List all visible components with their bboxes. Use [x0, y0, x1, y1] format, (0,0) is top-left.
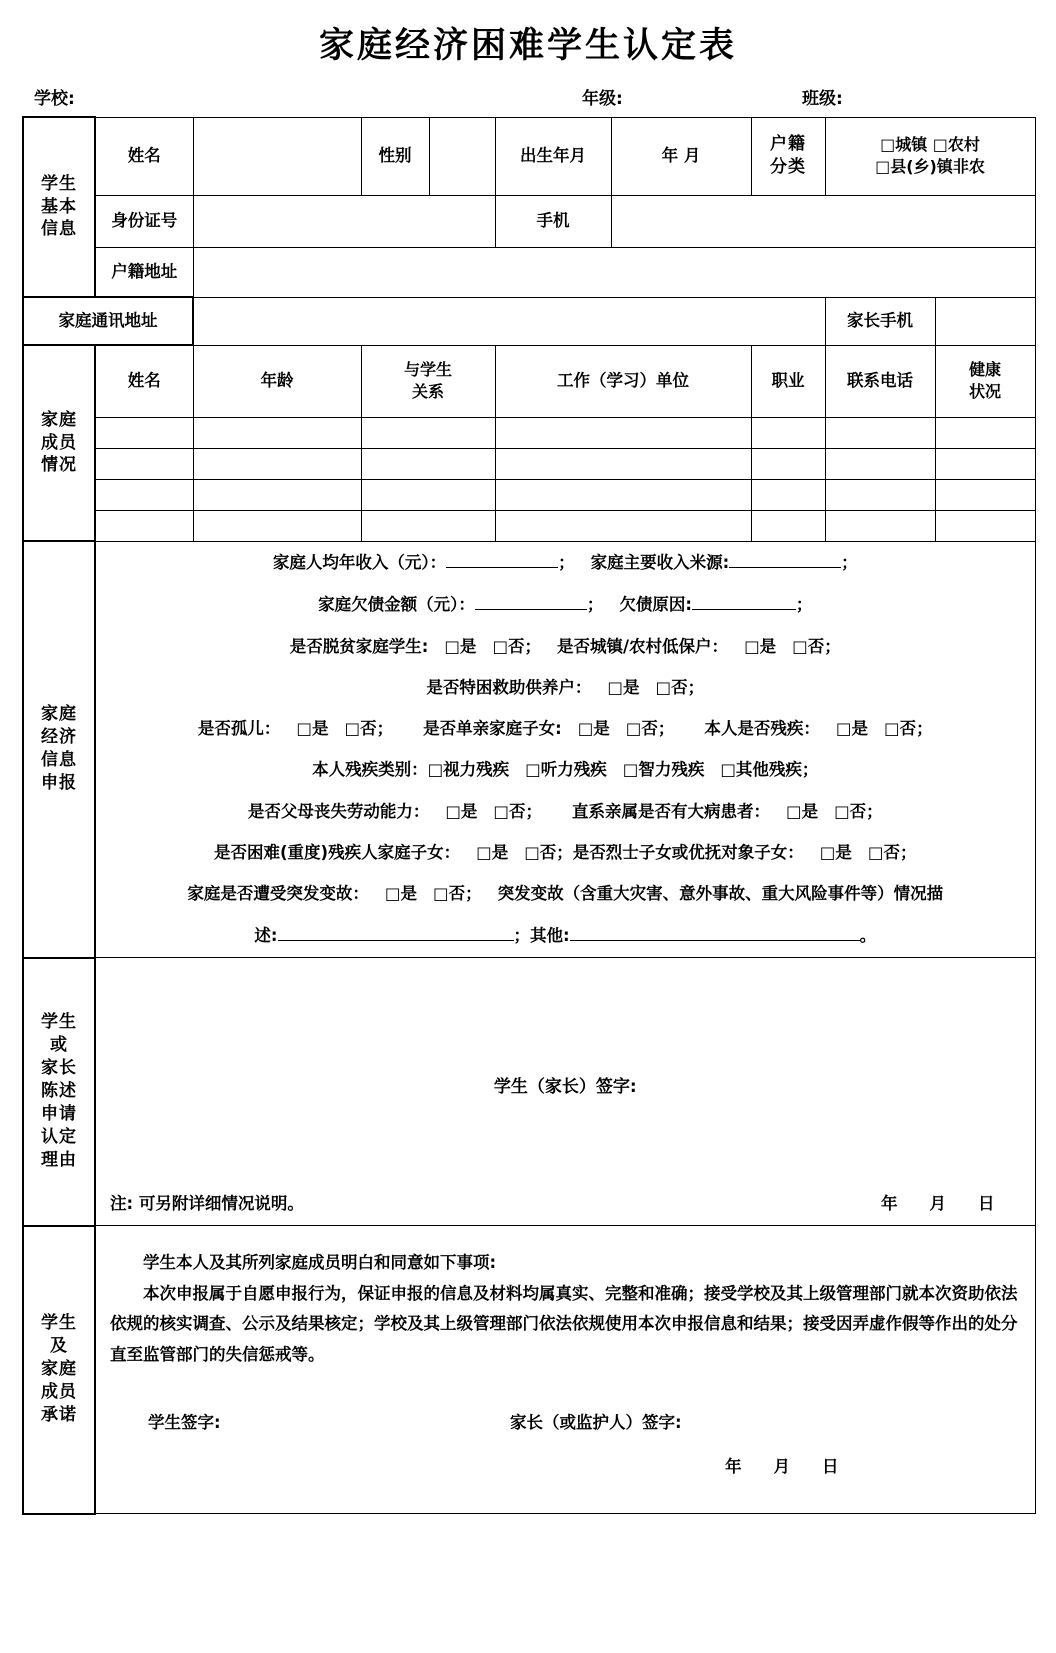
school-field-label: 学校:: [34, 89, 75, 109]
martyr-question-label: 是否烈士子女或优抚对象子女：: [572, 842, 804, 862]
id-number-input[interactable]: [193, 195, 495, 247]
statement-side-label-line-1: 学生: [41, 1012, 77, 1033]
martyr-checkbox-no[interactable]: □否；: [867, 842, 917, 862]
commitment-side-label-line-4: 成员: [41, 1382, 77, 1403]
parents-incapacity-checkbox-no[interactable]: □否；: [493, 801, 542, 821]
household-type-label-line-1: 户籍: [770, 134, 806, 155]
cell-health[interactable]: [935, 448, 1035, 479]
family-members-side-label-line-1: 家庭: [41, 409, 77, 430]
economic-side-label-line-3: 信息: [41, 750, 77, 771]
debt-sep: ；: [586, 595, 604, 615]
name-input[interactable]: [193, 117, 361, 195]
self-disabled-checkbox-no[interactable]: □否；: [883, 719, 933, 739]
orphan-question-label: 是否孤儿：: [197, 719, 281, 739]
cell-relation[interactable]: [361, 479, 495, 510]
income-source-sep: ；: [841, 553, 858, 572]
disability-checkbox-visual[interactable]: □视力残疾: [427, 760, 510, 780]
commitment-signature-row: [110, 1408, 1021, 1438]
statement-row: [23, 958, 1035, 1226]
lowincome-checkbox-yes[interactable]: □是: [744, 636, 777, 656]
column-header-age: 年龄: [193, 345, 361, 417]
registered-address-input[interactable]: [193, 247, 1035, 297]
statement-side-label-line-2: 或: [50, 1035, 68, 1056]
statement-side-label: [23, 958, 95, 1226]
table-row: [23, 510, 1035, 541]
cell-name[interactable]: [95, 510, 193, 541]
household-option-urban-rural[interactable]: □城镇 □农村: [880, 135, 980, 155]
parent-mobile-input[interactable]: [935, 297, 1035, 345]
special-aid-checkbox-yes[interactable]: □是: [607, 677, 640, 697]
other-end-punct: 。: [859, 926, 877, 946]
description-sep: ；: [513, 926, 530, 946]
family-address-label: 家庭通讯地址: [23, 297, 193, 345]
student-basic-side-label-line-1: 学生: [41, 173, 77, 194]
sudden-change-question-label: 家庭是否遭受突发变故：: [187, 884, 369, 904]
sudden-change-checkbox-yes[interactable]: □是: [384, 884, 417, 904]
commitment-body: [95, 1226, 1035, 1514]
statement-note: 注: 可另附详细情况说明。: [110, 1193, 304, 1213]
column-header-health: [935, 345, 1035, 417]
disability-type-label: 本人残疾类别：: [312, 760, 428, 780]
cell-age[interactable]: [193, 448, 361, 479]
severe-disability-family-checkbox-yes[interactable]: □是: [476, 842, 509, 862]
family-members-header-row: [23, 345, 1035, 417]
economic-side-label-line-1: 家庭: [41, 704, 77, 725]
economic-line-parents-incapacity: [96, 791, 1035, 832]
mobile-label: 手机: [495, 195, 611, 247]
statement-date-fields[interactable]: [881, 1193, 1015, 1215]
economic-declaration-body: [95, 541, 1035, 958]
economic-declaration-row: [23, 541, 1035, 958]
column-header-occupation: 职业: [751, 345, 825, 417]
serious-illness-question-label: 直系亲属是否有大病患者：: [572, 801, 770, 821]
name-label: 姓名: [95, 117, 193, 195]
column-header-name: 姓名: [95, 345, 193, 417]
severe-disability-family-checkbox-no[interactable]: □否；: [524, 842, 573, 862]
gender-label: 性别: [361, 117, 429, 195]
student-parent-signature-label: 学生（家长）签字:: [493, 1077, 637, 1098]
column-header-workplace: 工作（学习）单位: [495, 345, 751, 417]
economic-side-label-line-2: 经济: [41, 727, 77, 748]
cell-workplace[interactable]: [495, 448, 751, 479]
poverty-checkbox-yes[interactable]: □是: [444, 636, 477, 656]
cell-name[interactable]: [95, 448, 193, 479]
cell-phone[interactable]: [825, 448, 935, 479]
special-aid-checkbox-no[interactable]: □否；: [655, 677, 705, 697]
income-label: 家庭人均年收入（元）：: [272, 553, 447, 572]
main-form-table: [22, 116, 1036, 1515]
debt-label: 家庭欠债金额（元）：: [318, 595, 475, 615]
commitment-year-label: 年: [725, 1457, 744, 1477]
table-row: [23, 448, 1035, 479]
birth-year-month-value[interactable]: 年 月: [611, 117, 751, 195]
student-basic-row-1: [23, 117, 1035, 195]
poverty-checkbox-no[interactable]: □否；: [492, 636, 542, 656]
student-basic-row-2: [23, 195, 1035, 247]
other-label: 其他:: [530, 926, 570, 946]
form-header: [22, 72, 1034, 116]
orphan-checkbox-yes[interactable]: □是: [296, 719, 329, 739]
other-input[interactable]: [570, 924, 860, 941]
economic-line-income: [96, 542, 1035, 584]
orphan-checkbox-no[interactable]: □否；: [344, 719, 394, 739]
self-disabled-question-label: 本人是否残疾：: [704, 719, 820, 739]
cell-name[interactable]: [95, 417, 193, 448]
cell-occupation[interactable]: [751, 479, 825, 510]
statement-side-label-line-3: 家长: [41, 1058, 77, 1079]
household-option-county-town-nonfarm[interactable]: □县(乡)镇非农: [875, 157, 985, 176]
cell-age[interactable]: [193, 479, 361, 510]
mobile-input[interactable]: [611, 195, 1035, 247]
income-source-input[interactable]: [729, 551, 841, 568]
statement-month-label: 月: [929, 1193, 948, 1213]
column-header-phone: 联系电话: [825, 345, 935, 417]
commitment-paragraph-2: 本次申报属于自愿申报行为，保证申报的信息及材料均属真实、完整和准确；接受学校及其上级管理部门就本次资助依法依规的核实调查、公示及结果核定；学校及其上级管理部门依法依规使用本次申报信息和结果；接受因弄虚作假等作出的处分直至监管部门的失信惩戒等。: [110, 1283, 1018, 1364]
commitment-day-label: 日: [822, 1457, 841, 1477]
cell-health[interactable]: [935, 417, 1035, 448]
single-parent-question-label: 是否单亲家庭子女:: [423, 719, 562, 739]
parent-mobile-label: 家长手机: [825, 297, 935, 345]
statement-side-label-line-5: 申请: [41, 1104, 77, 1125]
family-members-side-label-line-3: 情况: [41, 455, 77, 476]
description-input[interactable]: [278, 924, 514, 941]
lowincome-checkbox-no[interactable]: □否；: [792, 636, 841, 656]
student-basic-side-label-line-3: 信息: [41, 219, 77, 240]
economic-line-special-aid: [96, 667, 1035, 708]
guardian-signature-label: 家长（或监护人）签字:: [510, 1413, 682, 1433]
statement-year-label: 年: [881, 1193, 900, 1213]
table-row: [23, 417, 1035, 448]
cell-workplace[interactable]: [495, 417, 751, 448]
income-input[interactable]: [446, 551, 558, 568]
statement-side-label-line-4: 陈述: [41, 1081, 77, 1102]
column-header-health-line-2: 状况: [968, 382, 1001, 401]
commitment-side-label-line-2: 及: [50, 1336, 68, 1357]
economic-line-sudden-change: [96, 874, 1035, 915]
table-row: [23, 479, 1035, 510]
cell-phone[interactable]: [825, 510, 935, 541]
serious-illness-checkbox-no[interactable]: □否；: [834, 801, 883, 821]
lowincome-question-label: 是否城镇/农村低保户：: [557, 636, 729, 656]
student-basic-side-label-line-2: 基本: [41, 196, 77, 217]
birth-label: 出生年月: [495, 117, 611, 195]
commitment-row: [23, 1226, 1035, 1514]
commitment-date-fields[interactable]: [110, 1452, 1021, 1483]
debt-reason-label: 欠债原因:: [619, 595, 692, 615]
column-header-relation: [361, 345, 495, 417]
commitment-side-label-line-3: 家庭: [41, 1359, 77, 1380]
family-members-side-label: [23, 345, 95, 541]
page-title: 家庭经济困难学生认定表: [318, 25, 737, 66]
statement-note-row: [96, 1193, 1035, 1215]
household-type-label-line-2: 分类: [770, 157, 806, 177]
commitment-side-label-line-5: 承诺: [41, 1405, 77, 1426]
economic-line-debt: [96, 584, 1035, 626]
column-header-relation-line-1: 与学生: [403, 360, 452, 380]
commitment-paragraph-1: 学生本人及其所列家庭成员明白和同意如下事项:: [143, 1253, 497, 1273]
cell-relation[interactable]: [361, 448, 495, 479]
debt-reason-sep: ；: [795, 595, 813, 615]
registered-address-label: 户籍地址: [95, 247, 193, 297]
cell-occupation[interactable]: [751, 510, 825, 541]
economic-line-disability-type: [96, 750, 1035, 791]
disability-checkbox-intellectual[interactable]: □智力残疾: [622, 760, 705, 780]
student-signature-label: 学生签字:: [148, 1413, 221, 1433]
cell-phone[interactable]: [825, 417, 935, 448]
economic-side-label: [23, 541, 95, 958]
cell-occupation[interactable]: [751, 417, 825, 448]
sudden-change-checkbox-no[interactable]: □否；: [433, 884, 482, 904]
gender-input[interactable]: [429, 117, 495, 195]
cell-workplace[interactable]: [495, 510, 751, 541]
debt-reason-input[interactable]: [692, 593, 796, 610]
description-label: 述:: [254, 926, 278, 946]
self-disabled-checkbox-yes[interactable]: □是: [835, 719, 868, 739]
statement-day-label: 日: [978, 1193, 997, 1213]
income-source-label: 家庭主要收入米源:: [590, 553, 730, 572]
family-members-side-label-line-2: 成员: [41, 432, 77, 453]
commitment-content: [96, 1226, 1035, 1493]
parents-incapacity-checkbox-yes[interactable]: □是: [445, 801, 478, 821]
economic-line-severe-disability-family: [96, 832, 1035, 873]
disability-checkbox-hearing[interactable]: □听力残疾: [525, 760, 607, 780]
commitment-side-label-line-1: 学生: [41, 1313, 77, 1334]
poverty-question-label: 是否脱贫家庭学生:: [289, 636, 429, 656]
economic-line-description: [96, 915, 1035, 957]
sudden-change-description-note: 突发变故（含重大灾害、意外事故、重大风险事件等）情况描: [497, 884, 944, 904]
single-parent-checkbox-yes[interactable]: □是: [577, 719, 610, 739]
student-basic-row-3: [23, 247, 1035, 297]
special-aid-question-label: 是否特困救助供养户：: [426, 677, 592, 697]
statement-side-label-line-7: 理由: [41, 1150, 77, 1170]
cell-relation[interactable]: [361, 510, 495, 541]
id-number-label: 身份证号: [95, 195, 193, 247]
column-header-health-line-1: 健康: [968, 360, 1001, 380]
cell-age[interactable]: [193, 417, 361, 448]
economic-side-label-line-4: 申报: [41, 773, 77, 794]
student-basic-side-label: [23, 117, 95, 297]
class-field-label: 班级:: [802, 89, 843, 109]
cell-workplace[interactable]: [495, 479, 751, 510]
statement-content[interactable]: [96, 958, 1035, 1225]
martyr-checkbox-yes[interactable]: □是: [819, 842, 852, 862]
economic-line-orphan: [96, 709, 1035, 750]
column-header-relation-line-2: 关系: [411, 382, 444, 401]
commitment-month-label: 月: [773, 1457, 792, 1477]
cell-name[interactable]: [95, 479, 193, 510]
household-type-label: [751, 117, 825, 195]
commitment-side-label: [23, 1226, 95, 1514]
income-sep: ；: [558, 553, 575, 572]
statement-body[interactable]: [95, 958, 1035, 1226]
cell-health[interactable]: [935, 510, 1035, 541]
severe-disability-family-question-label: 是否困难(重度)残疾人家庭子女：: [214, 842, 461, 862]
cell-occupation[interactable]: [751, 448, 825, 479]
cell-relation[interactable]: [361, 417, 495, 448]
cell-phone[interactable]: [825, 479, 935, 510]
statement-side-label-line-6: 认定: [41, 1127, 77, 1148]
single-parent-checkbox-no[interactable]: □否；: [625, 719, 675, 739]
parents-incapacity-question-label: 是否父母丧失劳动能力：: [247, 801, 430, 821]
grade-field-label: 年级:: [582, 89, 623, 109]
household-type-options[interactable]: [825, 117, 1035, 195]
serious-illness-checkbox-yes[interactable]: □是: [786, 801, 819, 821]
cell-age[interactable]: [193, 510, 361, 541]
cell-health[interactable]: [935, 479, 1035, 510]
disability-checkbox-other[interactable]: □其他残疾；: [720, 760, 819, 780]
economic-line-poverty: [96, 626, 1035, 667]
family-contact-row: [23, 297, 1035, 345]
family-address-input[interactable]: [193, 297, 825, 345]
debt-input[interactable]: [475, 593, 587, 610]
